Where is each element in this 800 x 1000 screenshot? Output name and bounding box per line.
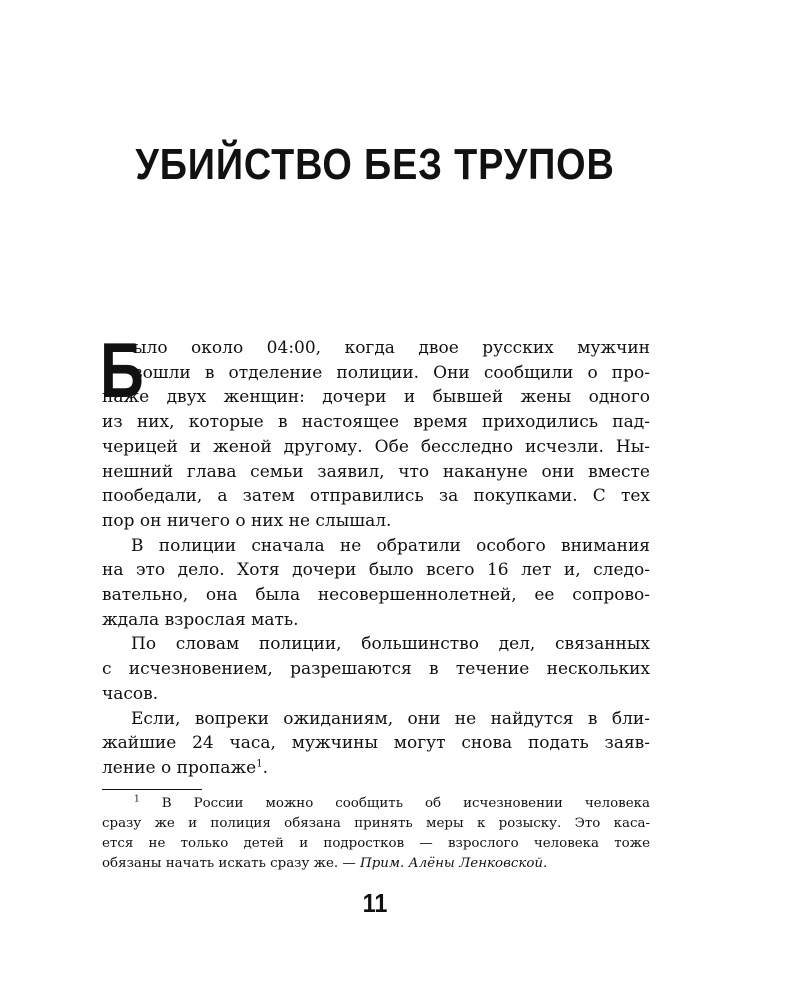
drop-cap: Б	[100, 326, 144, 414]
footnote-attribution: Прим. Алёны Ленковской.	[360, 856, 548, 871]
text-line: жайшие 24 часа, мужчины могут снова подать заяв-	[102, 733, 650, 754]
body-text	[100, 326, 650, 781]
text-line-with-footnote	[102, 756, 650, 781]
paragraph-2	[102, 534, 650, 633]
text-fragment: .	[262, 757, 269, 778]
text-line: ждала взрослая мать.	[102, 609, 299, 630]
footnote-line	[102, 854, 650, 874]
text-line: нешний глава семьи заявил, что накануне они вместе	[102, 461, 650, 482]
paragraph-1	[102, 336, 650, 385]
text-line: В полиции сначала не обратили особого внимания	[131, 535, 650, 556]
text-line: на это дело. Хотя дочери было всего 16 лет и, следо-	[102, 560, 650, 581]
footnote-line: ется не только детей и подростков — взрослого человека тоже	[102, 836, 650, 851]
text-fragment: ление о пропаже	[102, 757, 257, 778]
text-line: черицей и женой другому. Обе бесследно исчезли. Ны-	[102, 436, 650, 457]
paragraph-3	[102, 632, 650, 706]
text-line: из них, которые в настоящее время приходились пад-	[102, 412, 650, 433]
footnote-marker: 1	[134, 794, 140, 805]
text-line: с исчезновением, разрешаются в течение нескольких	[102, 659, 650, 680]
text-line: вошли в отделение полиции. Они сообщили о про-	[133, 362, 650, 383]
footnote	[102, 794, 650, 874]
footnote-divider	[102, 789, 202, 790]
text-line: часов.	[102, 683, 159, 704]
footnote-line: сразу же и полиция обязана принять меры к розыску. Это каса-	[102, 816, 650, 831]
paragraph-1-continued	[102, 385, 650, 533]
footnote-line	[102, 794, 650, 814]
text-line: вательно, она была несовершеннолетней, ее сопрово-	[102, 585, 650, 606]
footnote-text: В России можно сообщить об исчезновении человека	[161, 796, 650, 811]
footnote-reference[interactable]: 1	[256, 758, 263, 770]
page-number: 11	[362, 888, 388, 918]
paragraph-4	[102, 707, 650, 781]
text-line: По словам полиции, большинство дел, связанных	[131, 634, 650, 655]
text-line: Если, вопреки ожиданиям, они не найдутся в бли-	[131, 708, 650, 729]
footnote-text: обязаны начать искать сразу же. —	[102, 856, 361, 871]
text-line: ыло около 04:00, когда двое русских мужчин	[133, 338, 650, 358]
text-line: паже двух женщин: дочери и бывшей жены одного	[102, 387, 650, 408]
text-line: пор он ничего о них не слышал.	[102, 510, 392, 531]
chapter-title: УБИЙСТВО БЕЗ ТРУПОВ	[135, 140, 615, 189]
text-line: пообедали, а затем отправились за покупками. С тех	[102, 486, 650, 507]
